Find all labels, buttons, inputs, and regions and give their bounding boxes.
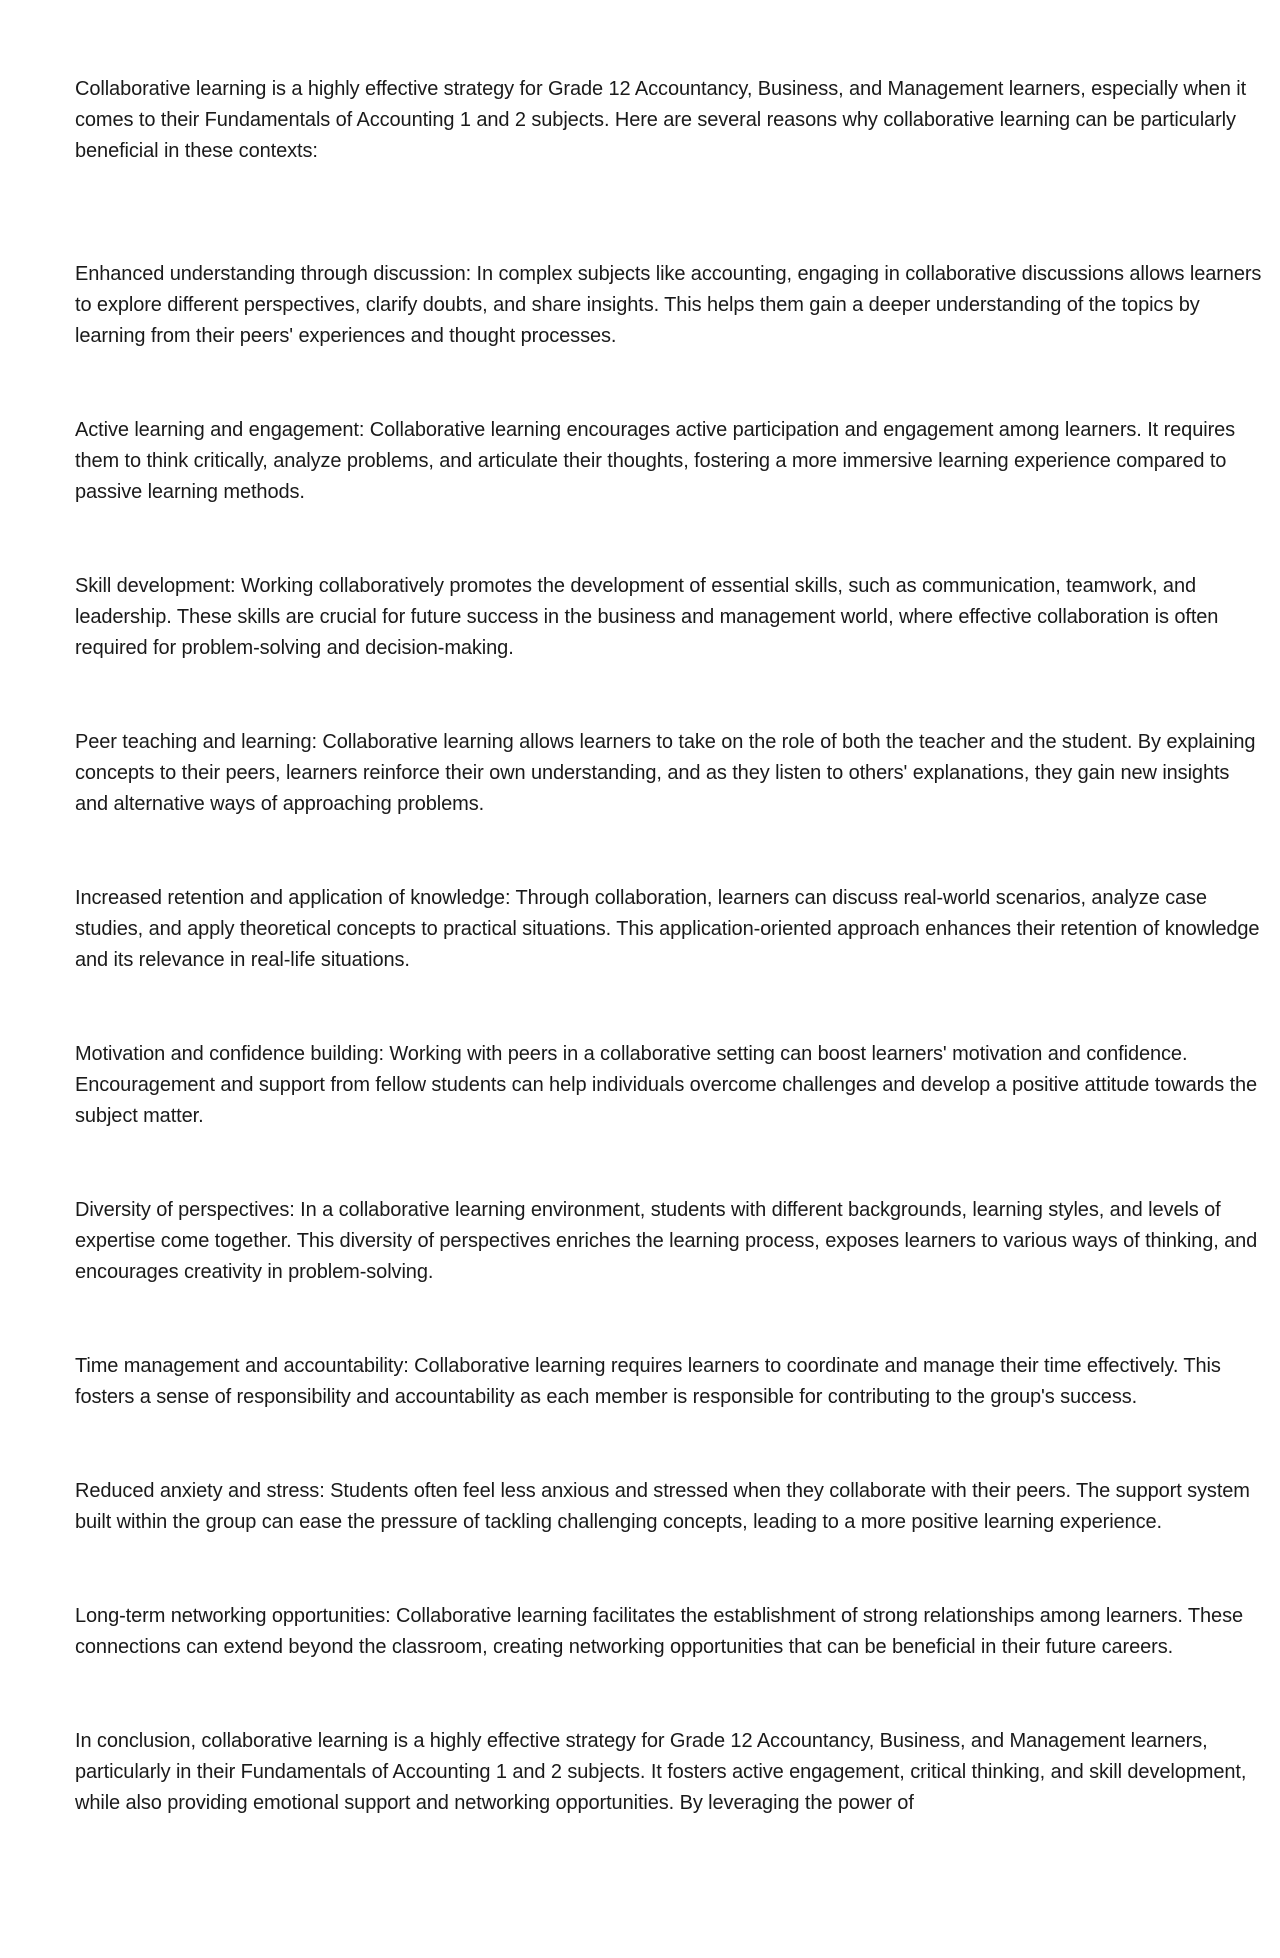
paragraph-diversity: Diversity of perspectives: In a collaborative learning environment, students with different backgrounds, learning styles, and levels of expertise come together. This diversity of perspectives enriches the learning process, exposes learners to various ways of thinking, and encourages creativity in problem-solving. (75, 1199, 1258, 1283)
paragraph-peer-teaching: Peer teaching and learning: Collaborative learning allows learners to take on the role of both the teacher and the student. By explaining concepts to their peers, learners reinforce their own understanding, and as they listen to others' explanations, they gain new insights and alternative ways of approaching problems. (75, 731, 1256, 815)
document-body (75, 74, 1265, 1882)
intro-paragraph: Collaborative learning is a highly effective strategy for Grade 12 Accountancy, Business, and Management learners, especially when it comes to their Fundamentals of Accounting 1 and 2 subjects. Here are several reasons why collaborative learning can be particularly beneficial in these contexts: (75, 78, 1247, 162)
paragraph-skill-development: Skill development: Working collaboratively promotes the development of essential skills, such as communication, teamwork, and leadership. These skills are crucial for future success in the business and management world, where effective collaboration is often required for problem-solving and decision-making. (75, 575, 1219, 659)
paragraph-retention: Increased retention and application of knowledge: Through collaboration, learners can discuss real-world scenarios, analyze case studies, and apply theoretical concepts to practical situations. This application-oriented approach enhances their retention of knowledge and its relevance in real-life situations. (75, 887, 1260, 971)
paragraph-reduced-anxiety: Reduced anxiety and stress: Students often feel less anxious and stressed when they collaborate with their peers. The support system built within the group can ease the pressure of tackling challenging concepts, leading to a more positive learning experience. (75, 1480, 1250, 1533)
paragraph-networking: Long-term networking opportunities: Collaborative learning facilitates the establishment of strong relationships among learners. These connections can extend beyond the classroom, creating networking opportunities that can be beneficial in their future careers. (75, 1605, 1243, 1658)
paragraph-active-learning: Active learning and engagement: Collaborative learning encourages active participation and engagement among learners. It requires them to think critically, analyze problems, and articulate their thoughts, fostering a more immersive learning experience compared to passive learning methods. (75, 419, 1236, 503)
paragraph-enhanced-understanding: Enhanced understanding through discussion: In complex subjects like accounting, engaging in collaborative discussions allows learners to explore different perspectives, clarify doubts, and share insights. This helps them gain a deeper understanding of the topics by learning from their peers' experiences and thought processes. (75, 263, 1262, 347)
paragraph-conclusion: In conclusion, collaborative learning is a highly effective strategy for Grade 12 Accountancy, Business, and Management learners, particularly in their Fundamentals of Accounting 1 and 2 subjects. It fosters active engagement, critical thinking, and skill development, while also providing emotional support and networking opportunities. By leveraging the power of (75, 1730, 1247, 1814)
paragraph-time-management: Time management and accountability: Collaborative learning requires learners to coordinate and manage their time effectively. This fosters a sense of responsibility and accountability as each member is responsible for contributing to the group's success. (75, 1355, 1221, 1408)
paragraph-motivation: Motivation and confidence building: Working with peers in a collaborative setting can boost learners' motivation and confidence. Encouragement and support from fellow students can help individuals overcome challenges and develop a positive attitude towards the subject matter. (75, 1043, 1258, 1127)
